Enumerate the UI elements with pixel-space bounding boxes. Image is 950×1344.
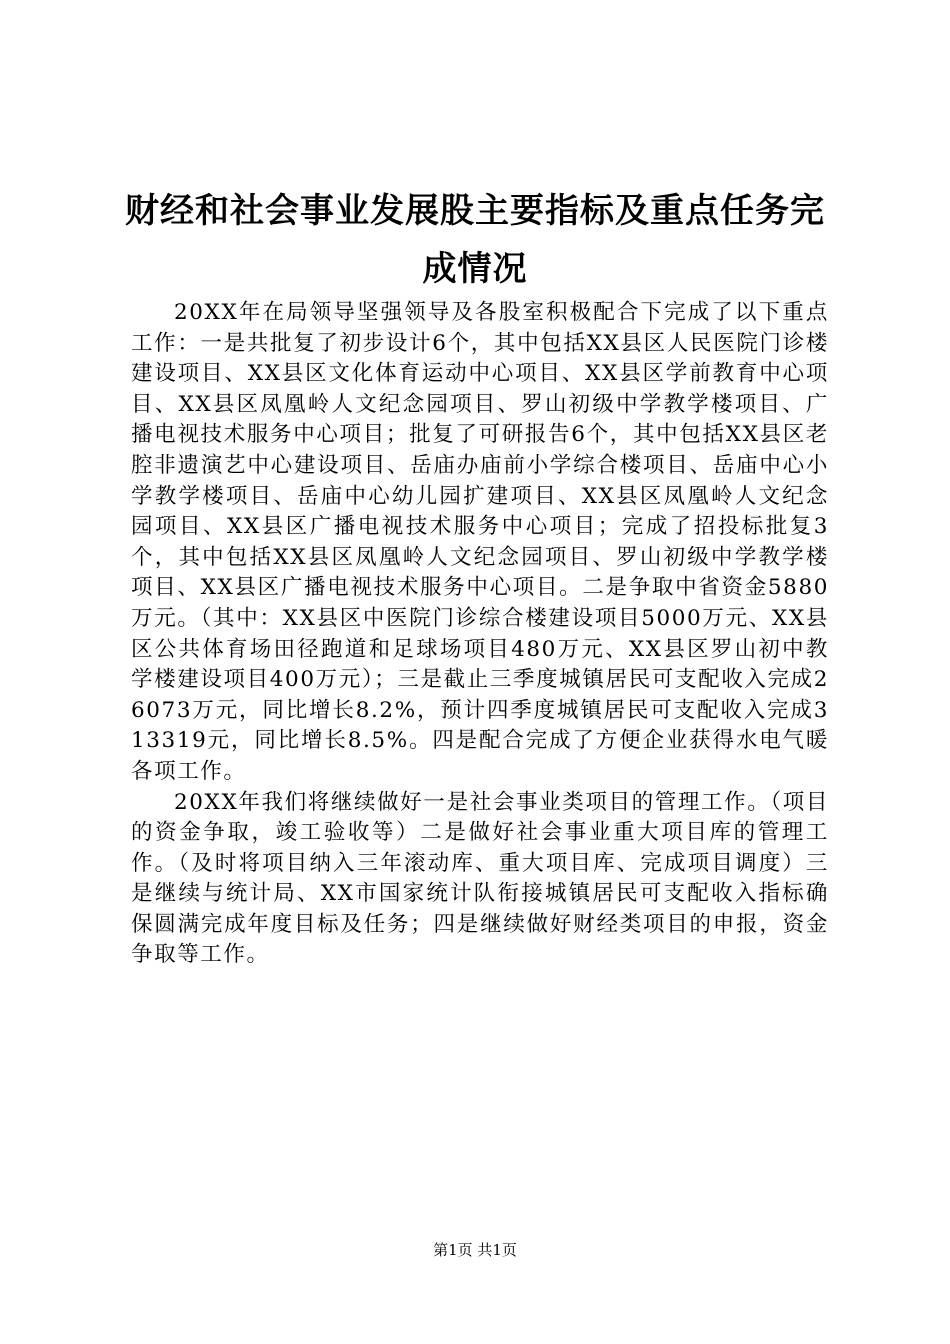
document-title: 财经和社会事业发展股主要指标及重点任务完成情况 [125, 191, 825, 289]
page-footer: 第1页 共1页 [433, 1241, 517, 1259]
paragraph-1: 20XX年在局领导坚强领导及各股室积极配合下完成了以下重点工作：一是共批复了初步设计6个，其中包括XX县区人民医院门诊楼建设项目、XX县区文化体育运动中心项目、XX县区学前教育中心项目、XX县区凤凰岭人文纪念园项目、罗山初级中学教学楼项目、广播电视技术服务中心项目；批复了可研报告6个，其中包括XX县区老腔非遗演艺中心建设项目、岳庙办庙前小学综合楼项目、岳庙中心小学教学楼项目、岳庙中心幼儿园扩建项目、XX县区凤凰岭人文纪念园项目、XX县区广播电视技术服务中心项目；完成了招投标批复3个，其中包括XX县区凤凰岭人文纪念园项目、罗山初级中学教学楼项目、XX县区广播电视技术服务中心项目。二是争取中省资金5880万元。（其中：XX县区中医院门诊综合楼建设项目5000万元、XX县区公共体育场田径跑道和足球场项目480万元、XX县区罗山初中教学楼建设项目400万元）；三是截止三季度城镇居民可支配收入完成26073万元，同比增长8.2%，预计四季度城镇居民可支配收入完成313319元，同比增长8.5%。四是配合完成了方便企业获得水电气暖各项工作。 [131, 300, 829, 784]
document-body [131, 298, 829, 971]
paragraph-2: 20XX年我们将继续做好一是社会事业类项目的管理工作。（项目的资金争取，竣工验收等）二是做好社会事业重大项目库的管理工作。（及时将项目纳入三年滚动库、重大项目库、完成项目调度）三是继续与统计局、XX市国家统计队衔接城镇居民可支配收入指标确保圆满完成年度目标及任务；四是继续做好财经类项目的申报，资金争取等工作。 [131, 789, 829, 968]
